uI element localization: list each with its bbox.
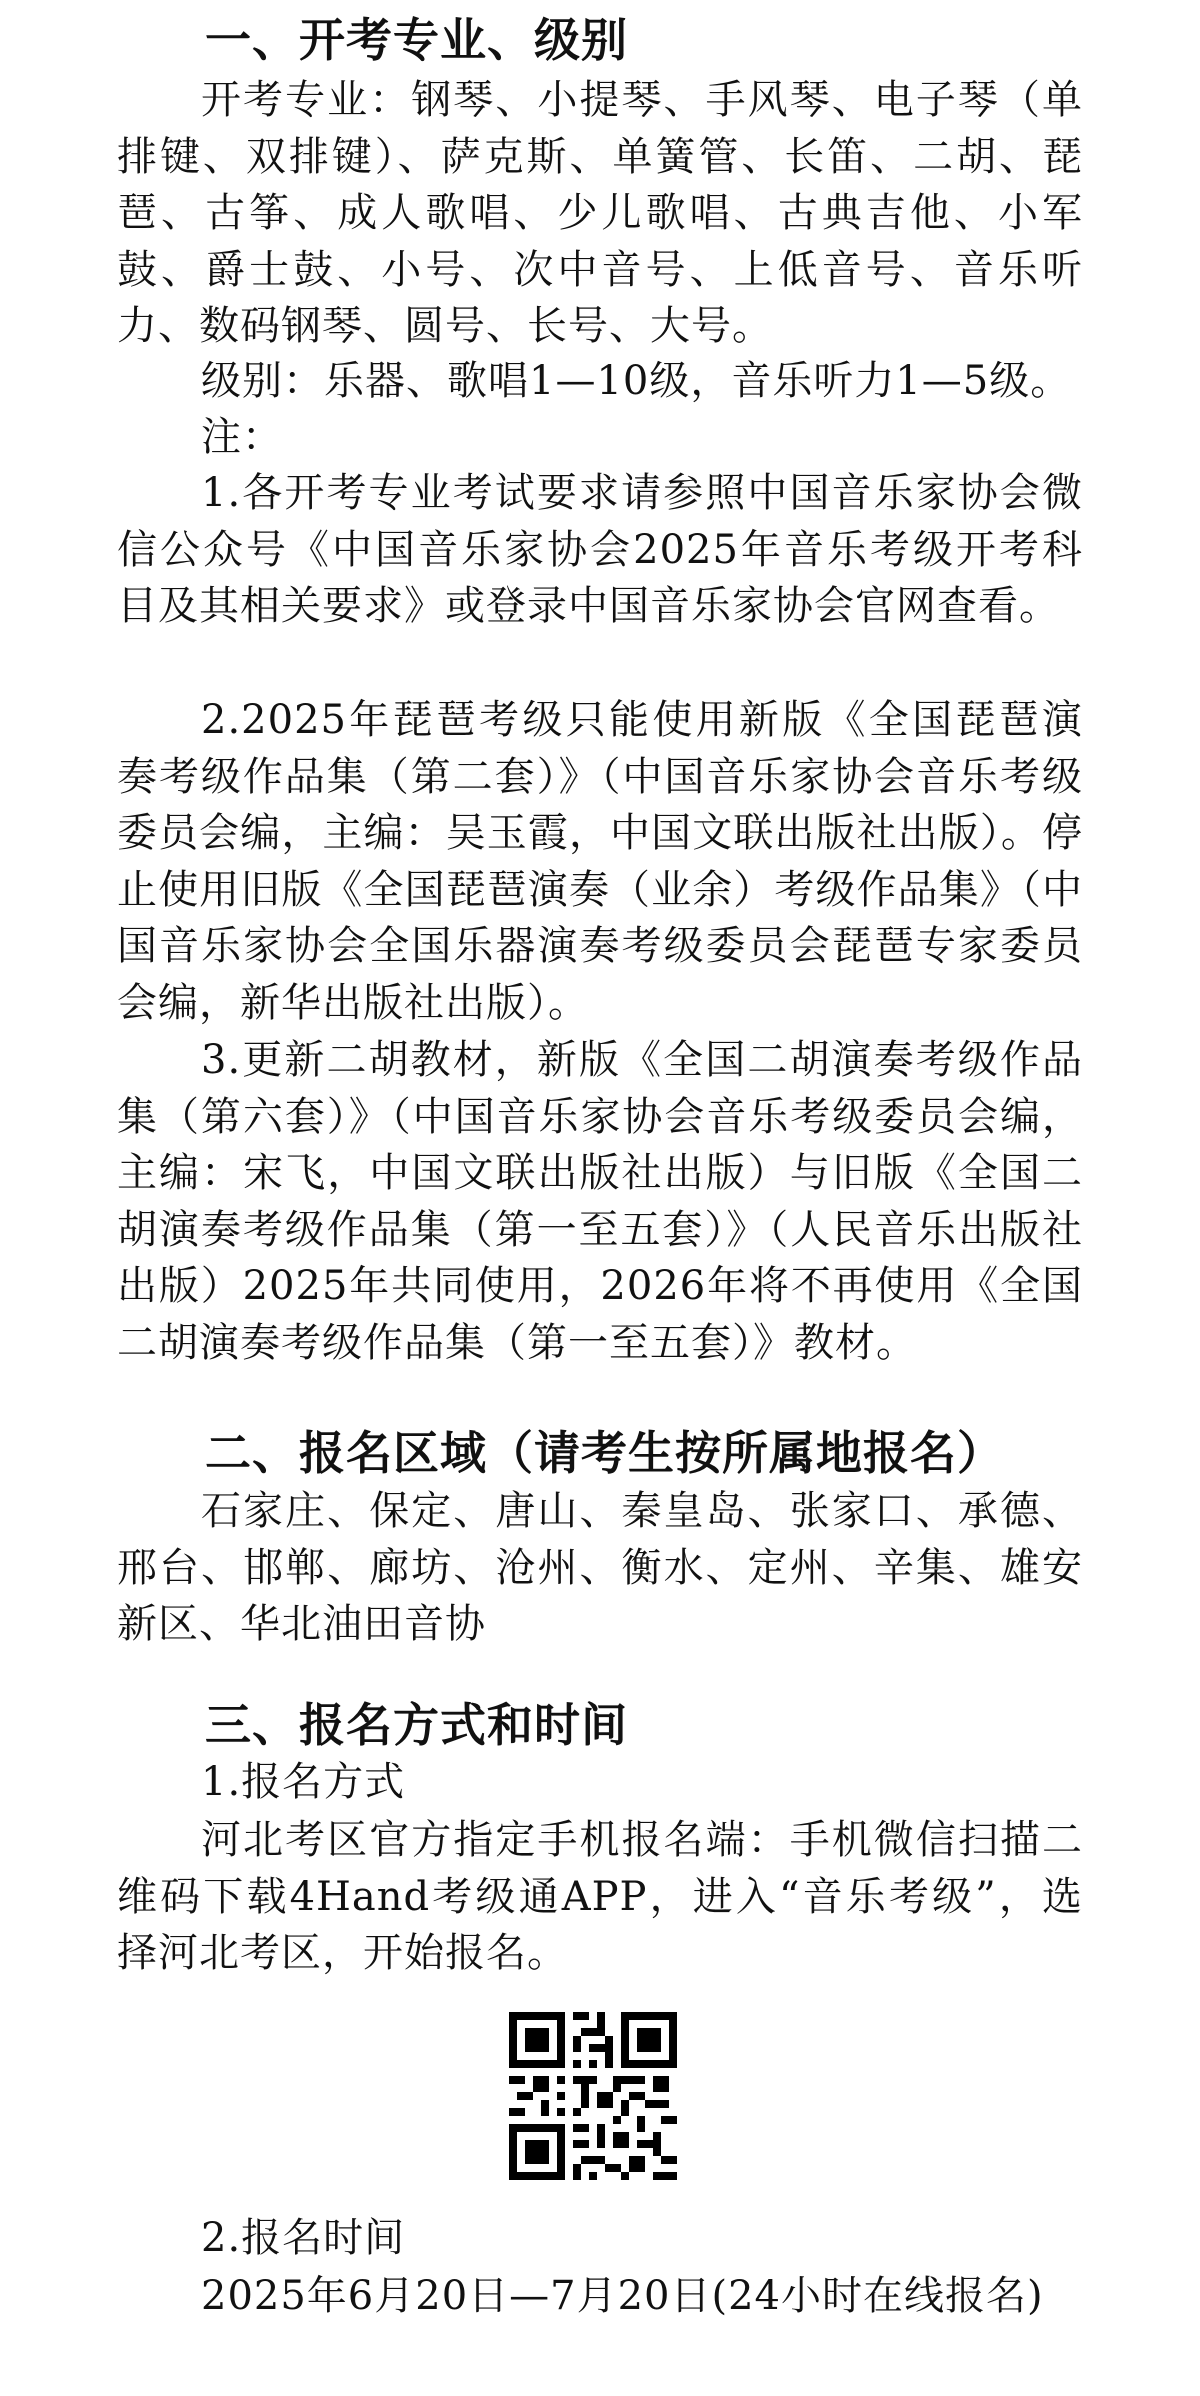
regions-paragraph: 石家庄、保定、唐山、秦皇岛、张家口、承德、邢台、邯郸、廊坊、沧州、衡水、定州、辛集、雄安新区、华北油田音协 [117, 1488, 1083, 1647]
method-paragraph: 河北考区官方指定手机报名端：手机微信扫描二维码下载4Hand考级通APP，进入“音乐考级”，选择河北考区，开始报名。 [117, 1817, 1083, 1976]
time-label: 2.报名时间 [201, 2215, 406, 2261]
section1-heading: 一、开考专业、级别 [205, 13, 628, 67]
section2-heading: 二、报名区域（请考生按所属地报名） [205, 1426, 1004, 1480]
note-1: 1.各开考专业考试要求请参照中国音乐家协会微信公众号《中国音乐家协会2025年音乐考级开考科目及其相关要求》或登录中国音乐家协会官网查看。 [117, 470, 1083, 629]
majors-paragraph: 开考专业：钢琴、小提琴、手风琴、电子琴（单排键、双排键）、萨克斯、单簧管、长笛、二胡、琵琶、古筝、成人歌唱、少儿歌唱、古典吉他、小军鼓、爵士鼓、小号、次中音号、上低音号、音乐听力、数码钢琴、圆号、长号、大号。 [117, 77, 1083, 349]
time-paragraph: 2025年6月20日—7月20日(24小时在线报名) [201, 2273, 1044, 2319]
note-2: 2.2025年琵琶考级只能使用新版《全国琵琶演奏考级作品集（第二套）》（中国音乐家协会音乐考级委员会编，主编：吴玉霞，中国文联出版社出版）。停止使用旧版《全国琵琶演奏（业余）考级作品集》（中国音乐家协会全国乐器演奏考级委员会琵琶专家委员会编，新华出版社出版）。 [117, 697, 1083, 1026]
method-label: 1.报名方式 [201, 1759, 406, 1805]
section3-heading: 三、报名方式和时间 [205, 1698, 628, 1752]
qr-code-icon[interactable] [509, 2012, 677, 2180]
note-label: 注： [201, 414, 283, 460]
levels-paragraph: 级别：乐器、歌唱1—10级，音乐听力1—5级。 [201, 358, 1072, 404]
qr-code-graphic [509, 2012, 677, 2180]
note-3: 3.更新二胡教材，新版《全国二胡演奏考级作品集（第六套）》（中国音乐家协会音乐考级委员会编，主编：宋飞，中国文联出版社出版）与旧版《全国二胡演奏考级作品集（第一至五套）》（人民音乐出版社出版）2025年共同使用，2026年将不再使用《全国二胡演奏考级作品集（第一至五套）》教材。 [117, 1037, 1083, 1366]
